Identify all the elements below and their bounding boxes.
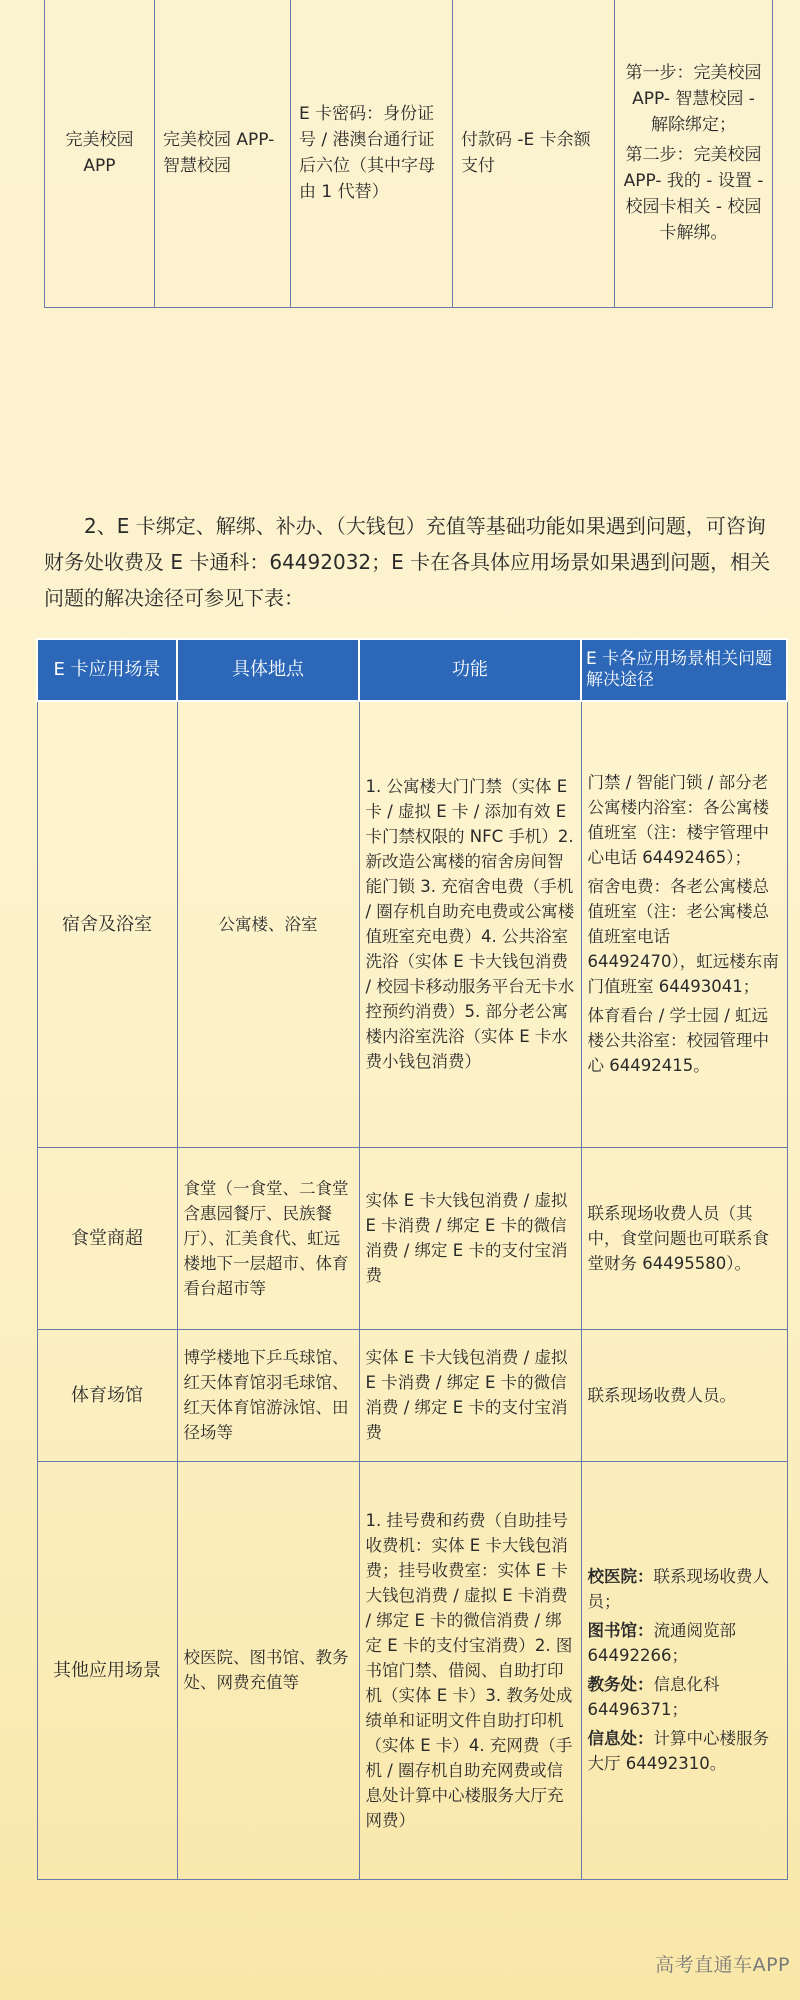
table-row — [45, 0, 773, 308]
location-cell: 校医院、图书馆、教务处、网费充值等 — [177, 1461, 359, 1879]
solution-item: 联系现场收费人员（其中，食堂问题也可联系食堂财务 64495580）。 — [587, 1203, 769, 1273]
table-row — [37, 701, 787, 1147]
table-row — [37, 1329, 787, 1461]
location-cell: 食堂（一食堂、二食堂含惠园餐厅、民族餐厅）、汇美食代、虹远楼地下一层超市、体育看台超市等 — [177, 1147, 359, 1329]
scene-cell: 体育场馆 — [37, 1329, 177, 1461]
solution-cell — [581, 1147, 787, 1329]
solution-label: 校医院： — [587, 1567, 654, 1586]
unbind-step-2: 第二步：完美校园 APP- 我的 - 设置 - 校园卡相关 - 校园卡解绑。 — [623, 145, 764, 243]
unbinding-table — [44, 0, 773, 308]
function-cell: 实体 E 卡大钱包消费 / 虚拟 E 卡消费 / 绑定 E 卡的微信消费 / 绑定 E 卡的支付宝消费 — [359, 1147, 581, 1329]
scene-cell: 食堂商超 — [37, 1147, 177, 1329]
location-cell: 公寓楼、浴室 — [177, 701, 359, 1147]
e-card-scenario-table — [36, 638, 788, 1880]
function-cell: 1. 公寓楼大门门禁（实体 E 卡 / 虚拟 E 卡 / 添加有效 E 卡门禁权限的 NFC 手机）2. 新改造公寓楼的宿舍房间智能门锁 3. 充宿舍电费（手机 / 圈存机自助充电费或公寓楼值班室充电费）4. 公共浴室洗浴（实体 E 卡大钱包消费 / 校园卡移动服务平台无卡水控预约消费）5. 部分老公寓楼内浴室洗浴（实体 E 卡水费小钱包消费） — [359, 701, 581, 1147]
password-cell: E 卡密码：身份证号 / 港澳台通行证后六位（其中字母由 1 代替） — [291, 0, 453, 308]
header-function: 功能 — [359, 639, 581, 701]
solution-item: 宿舍电费：各老公寓楼总值班室（注：老公寓楼总值班室电话 64492470），虹远楼东南门值班室 64493041； — [587, 877, 779, 997]
solution-label: 图书馆： — [587, 1621, 654, 1640]
solution-text: 信息化科 64496371； — [587, 1675, 720, 1719]
intro-paragraph: 2、E 卡绑定、解绑、补办、（大钱包）充值等基础功能如果遇到问题，可咨询财务处收费及 E 卡通科：64492032；E 卡在各具体应用场景如果遇到问题，相关问题的解决途径可参见下表： — [44, 514, 771, 610]
solution-label: 教务处： — [587, 1675, 654, 1694]
payment-cell: 付款码 -E 卡余额支付 — [453, 0, 615, 308]
table-header-row — [37, 639, 787, 701]
solution-item: 联系现场收费人员。 — [587, 1385, 736, 1405]
app-name-cell: 完美校园APP — [45, 0, 155, 308]
table-row — [37, 1147, 787, 1329]
solution-item — [588, 1726, 781, 1776]
solution-cell — [581, 1329, 787, 1461]
solution-cell — [581, 1461, 787, 1879]
scene-cell: 宿舍及浴室 — [37, 701, 177, 1147]
location-cell: 博学楼地下乒乓球馆、红天体育馆羽毛球馆、红天体育馆游泳馆、田径场等 — [177, 1329, 359, 1461]
header-scene: E 卡应用场景 — [37, 639, 177, 701]
table-row — [37, 1461, 787, 1879]
function-cell: 实体 E 卡大钱包消费 / 虚拟 E 卡消费 / 绑定 E 卡的微信消费 / 绑定 E 卡的支付宝消费 — [359, 1329, 581, 1461]
header-location: 具体地点 — [177, 639, 359, 701]
unbind-steps-cell — [615, 0, 773, 308]
scene-cell: 其他应用场景 — [37, 1461, 177, 1879]
solution-cell — [581, 701, 787, 1147]
solution-text: 流通阅览部 64492266； — [587, 1621, 736, 1665]
solution-item — [588, 1618, 781, 1668]
solution-item: 体育看台 / 学士园 / 虹远楼公共浴室：校园管理中心 64492415。 — [587, 1006, 769, 1076]
solution-text: 联系现场收费人员； — [587, 1567, 769, 1611]
solution-item — [588, 1564, 781, 1614]
header-solution: E 卡各应用场景相关问题解决途径 — [581, 639, 787, 701]
solution-item: 门禁 / 智能门锁 / 部分老公寓楼内浴室：各公寓楼值班室（注：楼宇管理中心电话 64492465）； — [587, 773, 769, 868]
solution-item — [588, 1672, 781, 1722]
watermark-text: 高考直通车APP — [655, 1954, 790, 1976]
solution-text: 计算中心楼服务大厅 64492310。 — [587, 1729, 769, 1773]
entry-cell: 完美校园 APP-智慧校园 — [155, 0, 291, 308]
function-cell: 1. 挂号费和药费（自助挂号收费机：实体 E 卡大钱包消费；挂号收费室：实体 E 卡大钱包消费 / 虚拟 E 卡消费 / 绑定 E 卡的微信消费 / 绑定 E 卡的支付宝消费）2. 图书馆门禁、借阅、自助打印机（实体 E 卡）3. 教务处成绩单和证明文件自助打印机（实体 E 卡）4. 充网费（手机 / 圈存机自助充网费或信息处计算中心楼服务大厅充网费） — [359, 1461, 581, 1879]
unbind-step-1: 第一步：完美校园 APP- 智慧校园 - 解除绑定； — [625, 63, 762, 135]
solution-label: 信息处： — [587, 1729, 654, 1748]
